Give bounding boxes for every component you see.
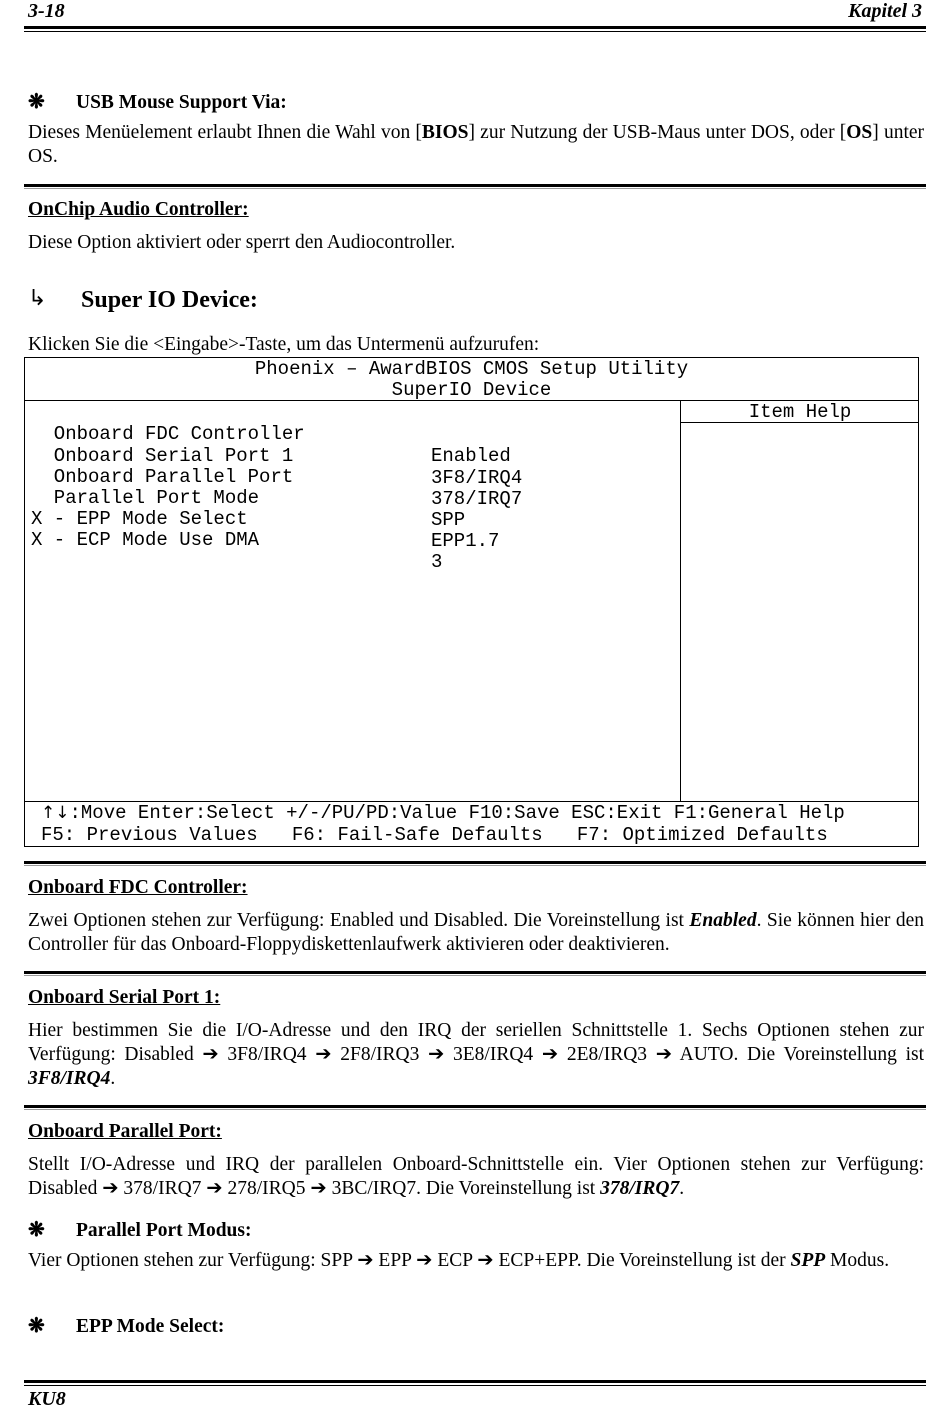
fdc-text: [28, 909, 924, 957]
bios-row-label: Onboard Serial Port 1: [31, 445, 294, 467]
bios-row-label: X - ECP Mode Use DMA: [31, 529, 260, 551]
parallel-mode-heading: [28, 1217, 251, 1242]
usb-mouse-heading: [28, 89, 287, 114]
section-rule: [24, 971, 926, 976]
serial-default: 3F8/IRQ4: [28, 1068, 111, 1089]
serial-text-part: .: [110, 1068, 116, 1089]
parallel-default: 378/IRQ7: [600, 1178, 680, 1199]
bios-footer-text: :Move Enter:Select +/-/PU/PD:Value F10:Save ESC:Exit F1:General Help: [69, 802, 845, 824]
super-io-title: Super IO Device:: [81, 287, 258, 313]
up-down-arrow-icon: ↑↓: [41, 803, 70, 823]
bios-row-value: 3: [431, 551, 443, 573]
onchip-audio-text: Diese Option aktiviert oder sperrt den Audiocontroller.: [28, 232, 456, 253]
section-rule: [24, 1105, 926, 1110]
usb-text-part: ] zur Nutzung der USB-Maus unter DOS, oder [: [468, 122, 847, 143]
epp-mode-title: EPP Mode Select:: [76, 1316, 225, 1337]
chapter-label: Kapitel 3: [848, 0, 922, 22]
bios-row-value: SPP: [431, 509, 466, 531]
parallel-mode-title: Parallel Port Modus:: [76, 1220, 252, 1241]
usb-text-part: ] unter OS.: [28, 122, 925, 167]
parallel-mode-text-part: Vier Optionen stehen zur Verfügung: SPP ➔ EPP ➔ ECP ➔ ECP+EPP. Die Voreinstellung ist der: [28, 1250, 791, 1271]
bios-row-value: 3F8/IRQ4: [431, 467, 523, 489]
bios-row-label: X - EPP Mode Select: [31, 508, 248, 530]
parallel-mode-text-part: Modus.: [825, 1250, 890, 1271]
serial-text-part: Hier bestimmen Sie die I/O-Adresse und den IRQ der seriellen Schnittstelle 1. Sechs Optionen stehen zur Verfügung: Disabled ➔ 3F8/IRQ4 ➔ 2F8/IRQ3 ➔ 3E8/IRQ4 ➔ 2E8/IRQ3 ➔ AUTO. Die Voreinstellung ist: [28, 1020, 924, 1065]
bios-footer-defaults: F5: Previous Values F6: Fail-Safe Defaults F7: Optimized Defaults: [41, 824, 828, 846]
bios-row-label: Onboard Parallel Port: [31, 466, 294, 488]
epp-mode-heading: [28, 1313, 224, 1338]
bios-screen: [24, 357, 919, 847]
parallel-text-part: .: [679, 1178, 685, 1199]
bios-subtitle: SuperIO Device: [391, 379, 552, 401]
bullet-icon: ❋: [28, 1315, 45, 1337]
item-help-label: Item Help: [748, 401, 852, 423]
fdc-text-part: Zwei Optionen stehen zur Verfügung: Enabled und Disabled. Die Voreinstellung ist: [28, 910, 690, 931]
header-rule: [24, 26, 926, 32]
bullet-icon: ❋: [28, 91, 45, 113]
bios-row-value: Enabled: [431, 445, 511, 467]
section-rule: [24, 184, 926, 189]
footer-rule: [24, 1380, 926, 1386]
fdc-title: Onboard FDC Controller:: [28, 877, 248, 898]
serial-text: [28, 1019, 924, 1091]
usb-mouse-title: USB Mouse Support Via:: [76, 92, 287, 113]
bios-row-label: Onboard FDC Controller: [31, 423, 305, 445]
super-io-intro: Klicken Sie die <Eingabe>-Taste, um das Untermenü aufzurufen:: [28, 334, 540, 355]
parallel-mode-default: SPP: [790, 1250, 826, 1271]
fdc-text-part: . Sie können hier den Controller für das Onboard-Floppydiskettenlaufwerk aktivieren oder deaktivieren.: [28, 910, 924, 955]
section-rule: [24, 861, 926, 866]
serial-title: Onboard Serial Port 1:: [28, 987, 221, 1008]
bios-row-value: 378/IRQ7: [431, 488, 523, 510]
parallel-text: [28, 1153, 924, 1201]
bios-footer-keys: [41, 802, 845, 824]
arrow-right-icon: ↳: [28, 286, 47, 311]
item-help-rule: [681, 422, 919, 423]
usb-mouse-text: [28, 121, 924, 169]
parallel-title: Onboard Parallel Port:: [28, 1121, 222, 1142]
parallel-text-part: Stellt I/O-Adresse und IRQ der parallelen Onboard-Schnittstelle ein. Vier Optionen stehen zur Verfügung: Disabled ➔ 378/IRQ7 ➔ 278/IRQ5 ➔ 3BC/IRQ7. Die Voreinstellung ist: [28, 1154, 924, 1199]
usb-bios-option: BIOS: [421, 122, 469, 143]
parallel-mode-text: [28, 1249, 924, 1273]
bios-title: Phoenix – AwardBIOS CMOS Setup Utility: [254, 358, 689, 380]
footer-label: KU8: [28, 1388, 66, 1410]
page-number: 3-18: [28, 0, 65, 22]
usb-os-option: OS: [846, 122, 873, 143]
bios-row-value: EPP1.7: [431, 530, 500, 552]
bios-help-divider: [680, 400, 681, 801]
bios-row-label: Parallel Port Mode: [31, 487, 260, 509]
bullet-icon: ❋: [28, 1219, 45, 1241]
usb-text-part: Dieses Menüelement erlaubt Ihnen die Wahl von [: [28, 122, 422, 143]
onchip-audio-title: OnChip Audio Controller:: [28, 199, 249, 220]
fdc-default: Enabled: [689, 910, 757, 931]
